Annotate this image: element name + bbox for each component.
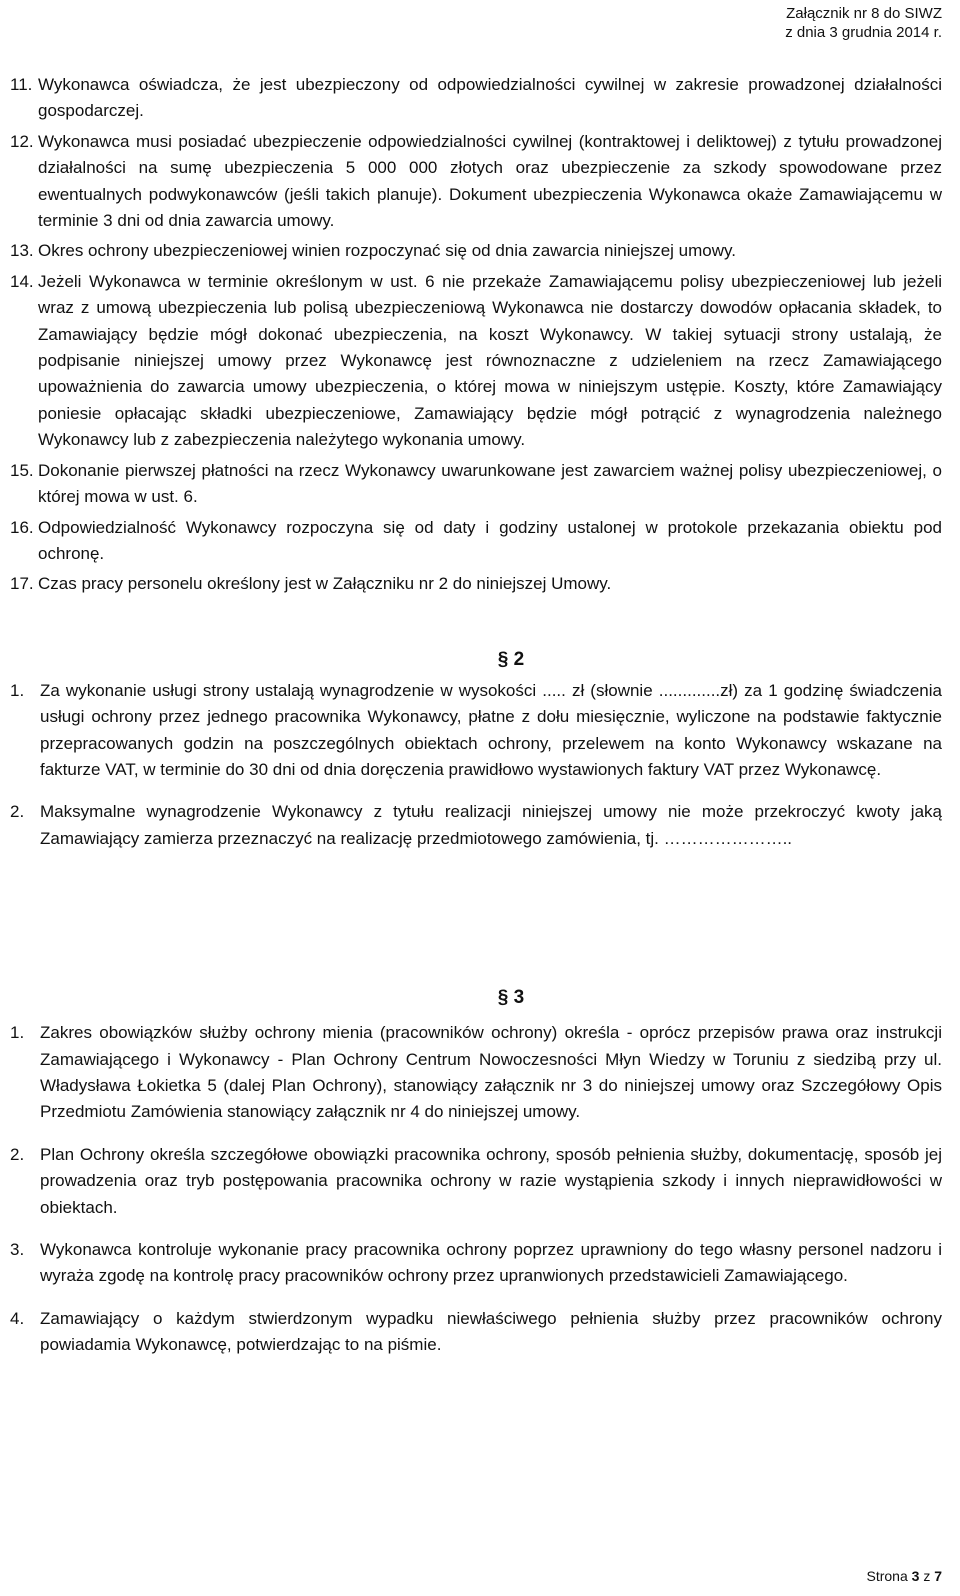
item-text: Wykonawca kontroluje wykonanie pracy pracownika ochrony poprzez uprawniony do tego własny personel nadzoru i wyraża zgodę na kontrolę pracy pracowników ochrony przez upranwionych przedstawicieli Zamawiającego. bbox=[40, 1240, 942, 1286]
list-item bbox=[10, 129, 942, 235]
item-text: Jeżeli Wykonawca w terminie określonym w ust. 6 nie przekaże Zamawiającemu polisy ubezpieczeniowej lub jeżeli wraz z umową ubezpieczenia lub polisą ubezpieczeniową Wykonawca nie dostarczy dowodów opłacania składek, to Zamawiający będzie mógł dokonać ubezpieczenia, na koszt Wykonawcy. W takiej sytuacji strony ustalają, że podpisanie niniejszej umowy przez Wykonawcę jest równoznaczne z udzieleniem na rzecz Zamawiającego upoważnienia do zawarcia umowy ubezpieczenia, o której mowa w niniejszym ustępie. Koszty, które Zamawiający poniesie opłacając składki ubezpieczeniowe, Zamawiający będzie mógł potrącić z wynagrodzenia należnego Wykonawcy lub z zabezpieczenia należytego wykonania umowy. bbox=[38, 271, 942, 450]
section-3-heading-text: § 3 bbox=[497, 987, 525, 1009]
item-text: Dokonanie pierwszej płatności na rzecz Wykonawcy uwarunkowane jest zawarciem ważnej polisy ubezpieczeniowej, o której mowa w ust. 6. bbox=[38, 460, 942, 507]
section-3-list bbox=[10, 1020, 942, 1358]
section-2-heading-text: § 2 bbox=[497, 648, 525, 670]
list-item bbox=[10, 72, 942, 125]
item-number: 15. bbox=[10, 460, 34, 480]
page-label: Strona bbox=[866, 1568, 908, 1584]
item-text: Wykonawca musi posiadać ubezpieczenie odpowiedzialności cywilnej (kontraktowej i deliktowej) z tytułu prowadzonej działalności na sumę ubezpieczenia 5 000 000 złotych oraz ubezpieczenie za szkody spowodowane przez ewentualnych podwykonawców (jeśli takich planuje). Dokument ubezpieczenia Wykonawca okaże Zamawiającemu w terminie 3 dni od dnia zawarcia umowy. bbox=[38, 131, 942, 231]
item-text: Zakres obowiązków służby ochrony mienia (pracowników ochrony) określa - oprócz przepisów prawa oraz instrukcji Zamawiającego i Wykonawcy - Plan Ochrony Centrum Nowoczesności Młyn Wiedzy w Toruniu z siedzibą przy ul. Władysława Łokietka 5 (dalej Plan Ochrony), stanowiący załącznik nr 3 do niniejszej umowy oraz Szczegółowy Opis Przedmiotu Zamówienia stanowiący załącznik nr 4 do niniejszej umowy. bbox=[40, 1023, 942, 1122]
page-total: 7 bbox=[934, 1568, 942, 1584]
document-body bbox=[10, 72, 942, 1375]
attachment-date: z dnia 3 grudnia 2014 r. bbox=[785, 24, 942, 41]
item-number: 2. bbox=[10, 802, 25, 822]
items-top-list bbox=[10, 72, 942, 598]
list-item bbox=[10, 1237, 942, 1290]
item-text: Plan Ochrony określa szczegółowe obowiązki pracownika ochrony, sposób pełnienia służby, dokumentację, sposób jej prowadzenia oraz tryb postępowania pracownika ochrony w razie wystąpienia szkody i innych nieprawidłowości w obiektach. bbox=[40, 1144, 942, 1217]
list-item bbox=[10, 1142, 942, 1221]
list-item bbox=[10, 678, 942, 784]
item-text: Maksymalne wynagrodzenie Wykonawcy z tytułu realizacji niniejszej umowy nie może przekroczyć kwoty jaką Zamawiający zamierza przeznaczyć na realizację przedmiotowego zamówienia, tj. ………………….. bbox=[40, 802, 942, 848]
list-item bbox=[10, 799, 942, 852]
page-sep: z bbox=[923, 1568, 931, 1584]
item-text: Okres ochrony ubezpieczeniowej winien rozpoczynać się od dnia zawarcia niniejszej umowy. bbox=[38, 241, 736, 261]
item-number: 1. bbox=[10, 1023, 25, 1043]
item-number: 4. bbox=[10, 1308, 25, 1328]
section-3-heading bbox=[10, 986, 942, 1010]
item-number: 1. bbox=[10, 680, 25, 700]
item-number: 13. bbox=[10, 241, 34, 261]
list-item bbox=[10, 458, 942, 511]
list-item bbox=[10, 269, 942, 454]
item-number: 3. bbox=[10, 1240, 25, 1259]
item-number: 2. bbox=[10, 1144, 25, 1164]
page-footer bbox=[866, 1568, 942, 1584]
item-number: 16. bbox=[10, 517, 34, 537]
item-number: 14. bbox=[10, 271, 34, 291]
page-current: 3 bbox=[911, 1568, 920, 1584]
list-item bbox=[10, 1020, 942, 1126]
list-item bbox=[10, 1306, 942, 1359]
item-text: Czas pracy personelu określony jest w Załączniku nr 2 do niniejszej Umowy. bbox=[38, 574, 612, 594]
section-2-heading bbox=[10, 648, 942, 672]
document-header bbox=[785, 4, 942, 42]
attachment-label: Załącznik nr 8 do SIWZ bbox=[786, 5, 942, 22]
item-text: Odpowiedzialność Wykonawcy rozpoczyna się od daty i godziny ustalonej w protokole przekazania obiektu pod ochronę. bbox=[38, 517, 942, 563]
list-item bbox=[10, 515, 942, 568]
item-number: 17. bbox=[10, 574, 34, 594]
section-2-list bbox=[10, 678, 942, 852]
item-text: Zamawiający o każdym stwierdzonym wypadku niewłaściwego pełnienia służby przez pracowników ochrony powiadamia Wykonawcę, potwierdzając to na piśmie. bbox=[40, 1308, 942, 1355]
item-text: Za wykonanie usługi strony ustalają wynagrodzenie w wysokości ..... zł (słownie .............zł) za 1 godzinę świadczenia usługi ochrony przez jednego pracownika Wykonawcy, płatne z dołu miesięcznie, wyliczone na podstawie faktycznie przepracowanych godzin na poszczególnych obiektach ochrony, przelewem na konto Wykonawcy wskazane na fakturze VAT, w terminie do 30 dni od dnia doręczenia prawidłowo wystawionych faktury VAT przez Wykonawcę. bbox=[40, 680, 942, 779]
item-text: Wykonawca oświadcza, że jest ubezpieczony od odpowiedzialności cywilnej w zakresie prowadzonej działalności gospodarczej. bbox=[38, 75, 942, 121]
list-item bbox=[10, 238, 942, 264]
item-number: 11. bbox=[10, 75, 33, 94]
list-item bbox=[10, 571, 942, 597]
item-number: 12. bbox=[10, 131, 34, 151]
